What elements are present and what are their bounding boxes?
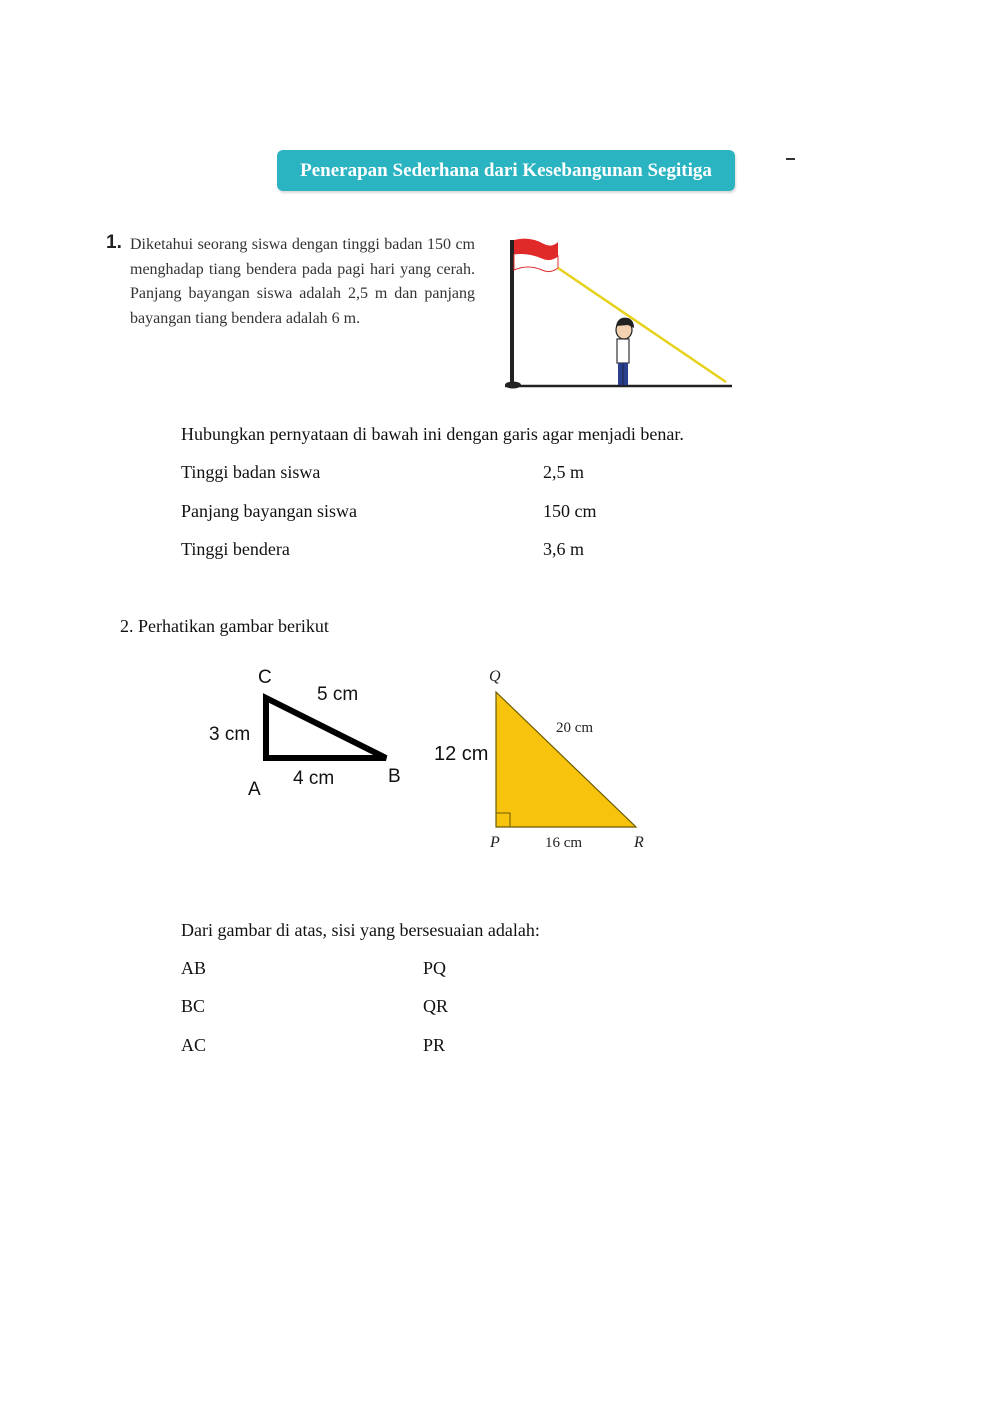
side-ab-label: 4 cm [293, 768, 335, 789]
match-left-item: Panjang bayangan siswa [181, 501, 357, 521]
triangle-pqr [496, 692, 636, 827]
match-right-item: PR [423, 1035, 446, 1055]
triangle-abc [266, 698, 386, 758]
triangle-abc-figure [200, 660, 420, 810]
side-cb-label: 5 cm [317, 684, 359, 705]
match-right-item: 150 cm [543, 501, 597, 521]
match-right-item: QR [423, 996, 449, 1016]
pole-base [505, 382, 521, 389]
match-right-item: 3,6 m [543, 539, 585, 559]
vertex-p-label: P [490, 834, 500, 851]
question-2-heading: 2. Perhatikan gambar berikut [120, 616, 329, 636]
section-title: Penerapan Sederhana dari Kesebangunan Segitiga [277, 150, 735, 191]
match-left-item: BC [181, 996, 206, 1016]
sun-ray-line [558, 268, 726, 382]
match-right-item: 2,5 m [543, 462, 585, 482]
side-ac-label: 3 cm [209, 724, 251, 745]
student-figure [616, 318, 634, 385]
vertex-a-label: A [248, 779, 261, 800]
match-right-item: PQ [423, 958, 447, 978]
question-1-text: Diketahui seorang siswa dengan tinggi badan 150 cm menghadap tiang bendera pada pagi hari yang cerah. Panjang bayangan siswa adalah 2,5 m dan panjang bayangan tiang bendera adalah 6 m. [130, 236, 475, 327]
side-pq-label: 12 cm [434, 743, 489, 765]
corner-mark [786, 158, 795, 160]
match-left-item: AB [181, 958, 207, 978]
side-pr-label: 16 cm [545, 835, 583, 851]
vertex-r-label: R [634, 834, 644, 851]
question-2-instruction: Dari gambar di atas, sisi yang bersesuaian adalah: [181, 920, 540, 940]
question-1-instruction: Hubungkan pernyataan di bawah ini dengan garis agar menjadi benar. [181, 424, 684, 444]
vertex-c-label: C [258, 667, 272, 688]
match-left-item: Tinggi badan siswa [181, 462, 321, 482]
match-left-item: Tinggi bendera [181, 539, 290, 559]
question-1-number: 1. [106, 232, 122, 253]
side-qr-label: 20 cm [556, 720, 594, 736]
triangle-pqr-figure [428, 660, 668, 860]
match-left-item: AC [181, 1035, 207, 1055]
flag-shadow-illustration [500, 232, 740, 392]
vertex-q-label: Q [489, 668, 501, 685]
vertex-b-label: B [388, 766, 401, 787]
